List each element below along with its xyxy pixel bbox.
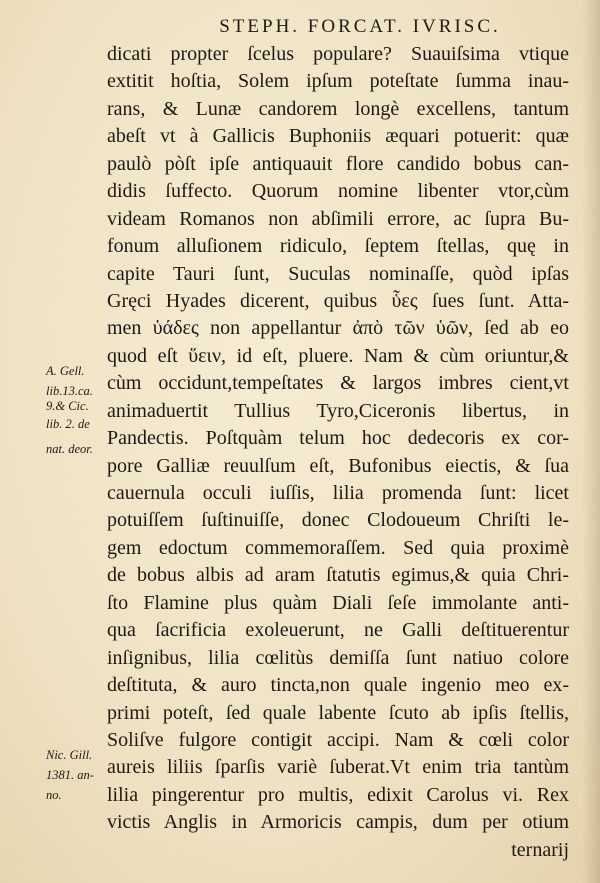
text-line: qua ſacrificia exoleuerunt, ne Galli deſtituerentur xyxy=(107,619,569,642)
catchword: ternarij xyxy=(511,838,569,861)
margin-note: lib.13.ca. xyxy=(46,384,93,398)
text-line: animaduertit Tullius Tyro,Ciceronis libertus, in xyxy=(107,399,569,422)
text-line: Pandectis. Poſtquàm telum hoc dedecoris ex cor- xyxy=(107,427,569,450)
margin-notes xyxy=(0,0,110,883)
text-line: deſtituta, & auro tincta,non quale ingenio meo ex- xyxy=(107,674,569,697)
text-line: fonum alluſionem ridiculo, ſeptem ſtellas, quę in xyxy=(107,235,569,258)
text-line: dicati propter ſcelus populare? Suauiſsima vtique xyxy=(107,43,569,65)
margin-note: nat. deor. xyxy=(46,442,93,456)
text-line: victis Anglis in Armoricis campis, dum per otium xyxy=(107,811,569,834)
text-line: Soliſve fulgore contigit accipi. Nam & cœli color xyxy=(107,728,569,751)
text-line: lilia pingerentur pro multis, edixit Carolus vi. Rex xyxy=(107,783,569,806)
text-line: de bobus albis ad aram ſtatutis egimus,& quia Chri- xyxy=(107,564,569,587)
text-line: extitit hoſtia, Solem ipſum poteſtate ſumma inau- xyxy=(107,70,569,93)
text-line: aureis liliis ſparſis variè ſuberat.Vt enim tria tantùm xyxy=(107,756,569,779)
text-line: abeſt vt à Gallicis Buphoniis æquari potuerit: quæ xyxy=(107,125,569,148)
margin-note: 1381. an- xyxy=(46,768,94,782)
page-gutter-shadow xyxy=(582,0,600,883)
text-line: capite Tauri ſunt, Suculas nominaſſe, quòd ipſas xyxy=(107,262,569,285)
margin-note: lib. 2. de xyxy=(46,417,90,431)
text-line: men ὑάδες non appellantur ἀπὸ τῶν ὑῶν, ſed ab eo xyxy=(107,317,569,340)
running-head: STEPH. FORCAT. IVRISC. xyxy=(219,16,501,37)
margin-note: no. xyxy=(46,788,62,802)
text-line: cauernula occuli iuſſis, lilia promenda ſunt: licet xyxy=(107,482,569,504)
text-line: ſto Flamine plus quàm Diali ſeſe immolante anti- xyxy=(107,591,569,614)
margin-note: A. Gell. xyxy=(46,364,85,378)
text-line: primi poteſt, ſed quale labente ſcuto ab ipſis ſtellis, xyxy=(107,701,569,724)
text-line: cùm occidunt,tempeſtates & largos imbres cient,vt xyxy=(107,372,569,395)
text-line: potuiſſem ſuſtinuiſſe, donec Clodoueum Chriſti le- xyxy=(107,509,569,532)
text-line: gem edoctum commemoraſſem. Sed quia proximè xyxy=(107,536,569,559)
text-line: rans, & Lunæ candorem longè excellens, tantum xyxy=(107,97,569,120)
text-line: Gręci Hyades dicerent, quibus ὗες ſues ſunt. Atta- xyxy=(107,289,569,312)
text-line: didis ſuffecto. Quorum nomine libenter vtor,cùm xyxy=(107,180,569,203)
text-line: pore Galliæ reuulſum eſt, Bufonibus eiectis, & ſua xyxy=(107,454,569,477)
text-line: inſignibus, lilia cœlitùs demiſſa ſunt natiuo colore xyxy=(107,646,569,669)
text-line: quod eſt ὕειν, id eſt, pluere. Nam & cùm oriuntur,& xyxy=(107,344,569,367)
margin-note: 9.& Cic. xyxy=(46,399,89,413)
text-line: videam Romanos non abſimili errore, ac ſupra Bu- xyxy=(107,207,569,230)
text-line: paulò pòſt ipſe antiquauit flore candido bobus can- xyxy=(107,152,569,175)
main-text-block xyxy=(107,41,569,864)
margin-note: Nic. Gill. xyxy=(46,748,93,762)
